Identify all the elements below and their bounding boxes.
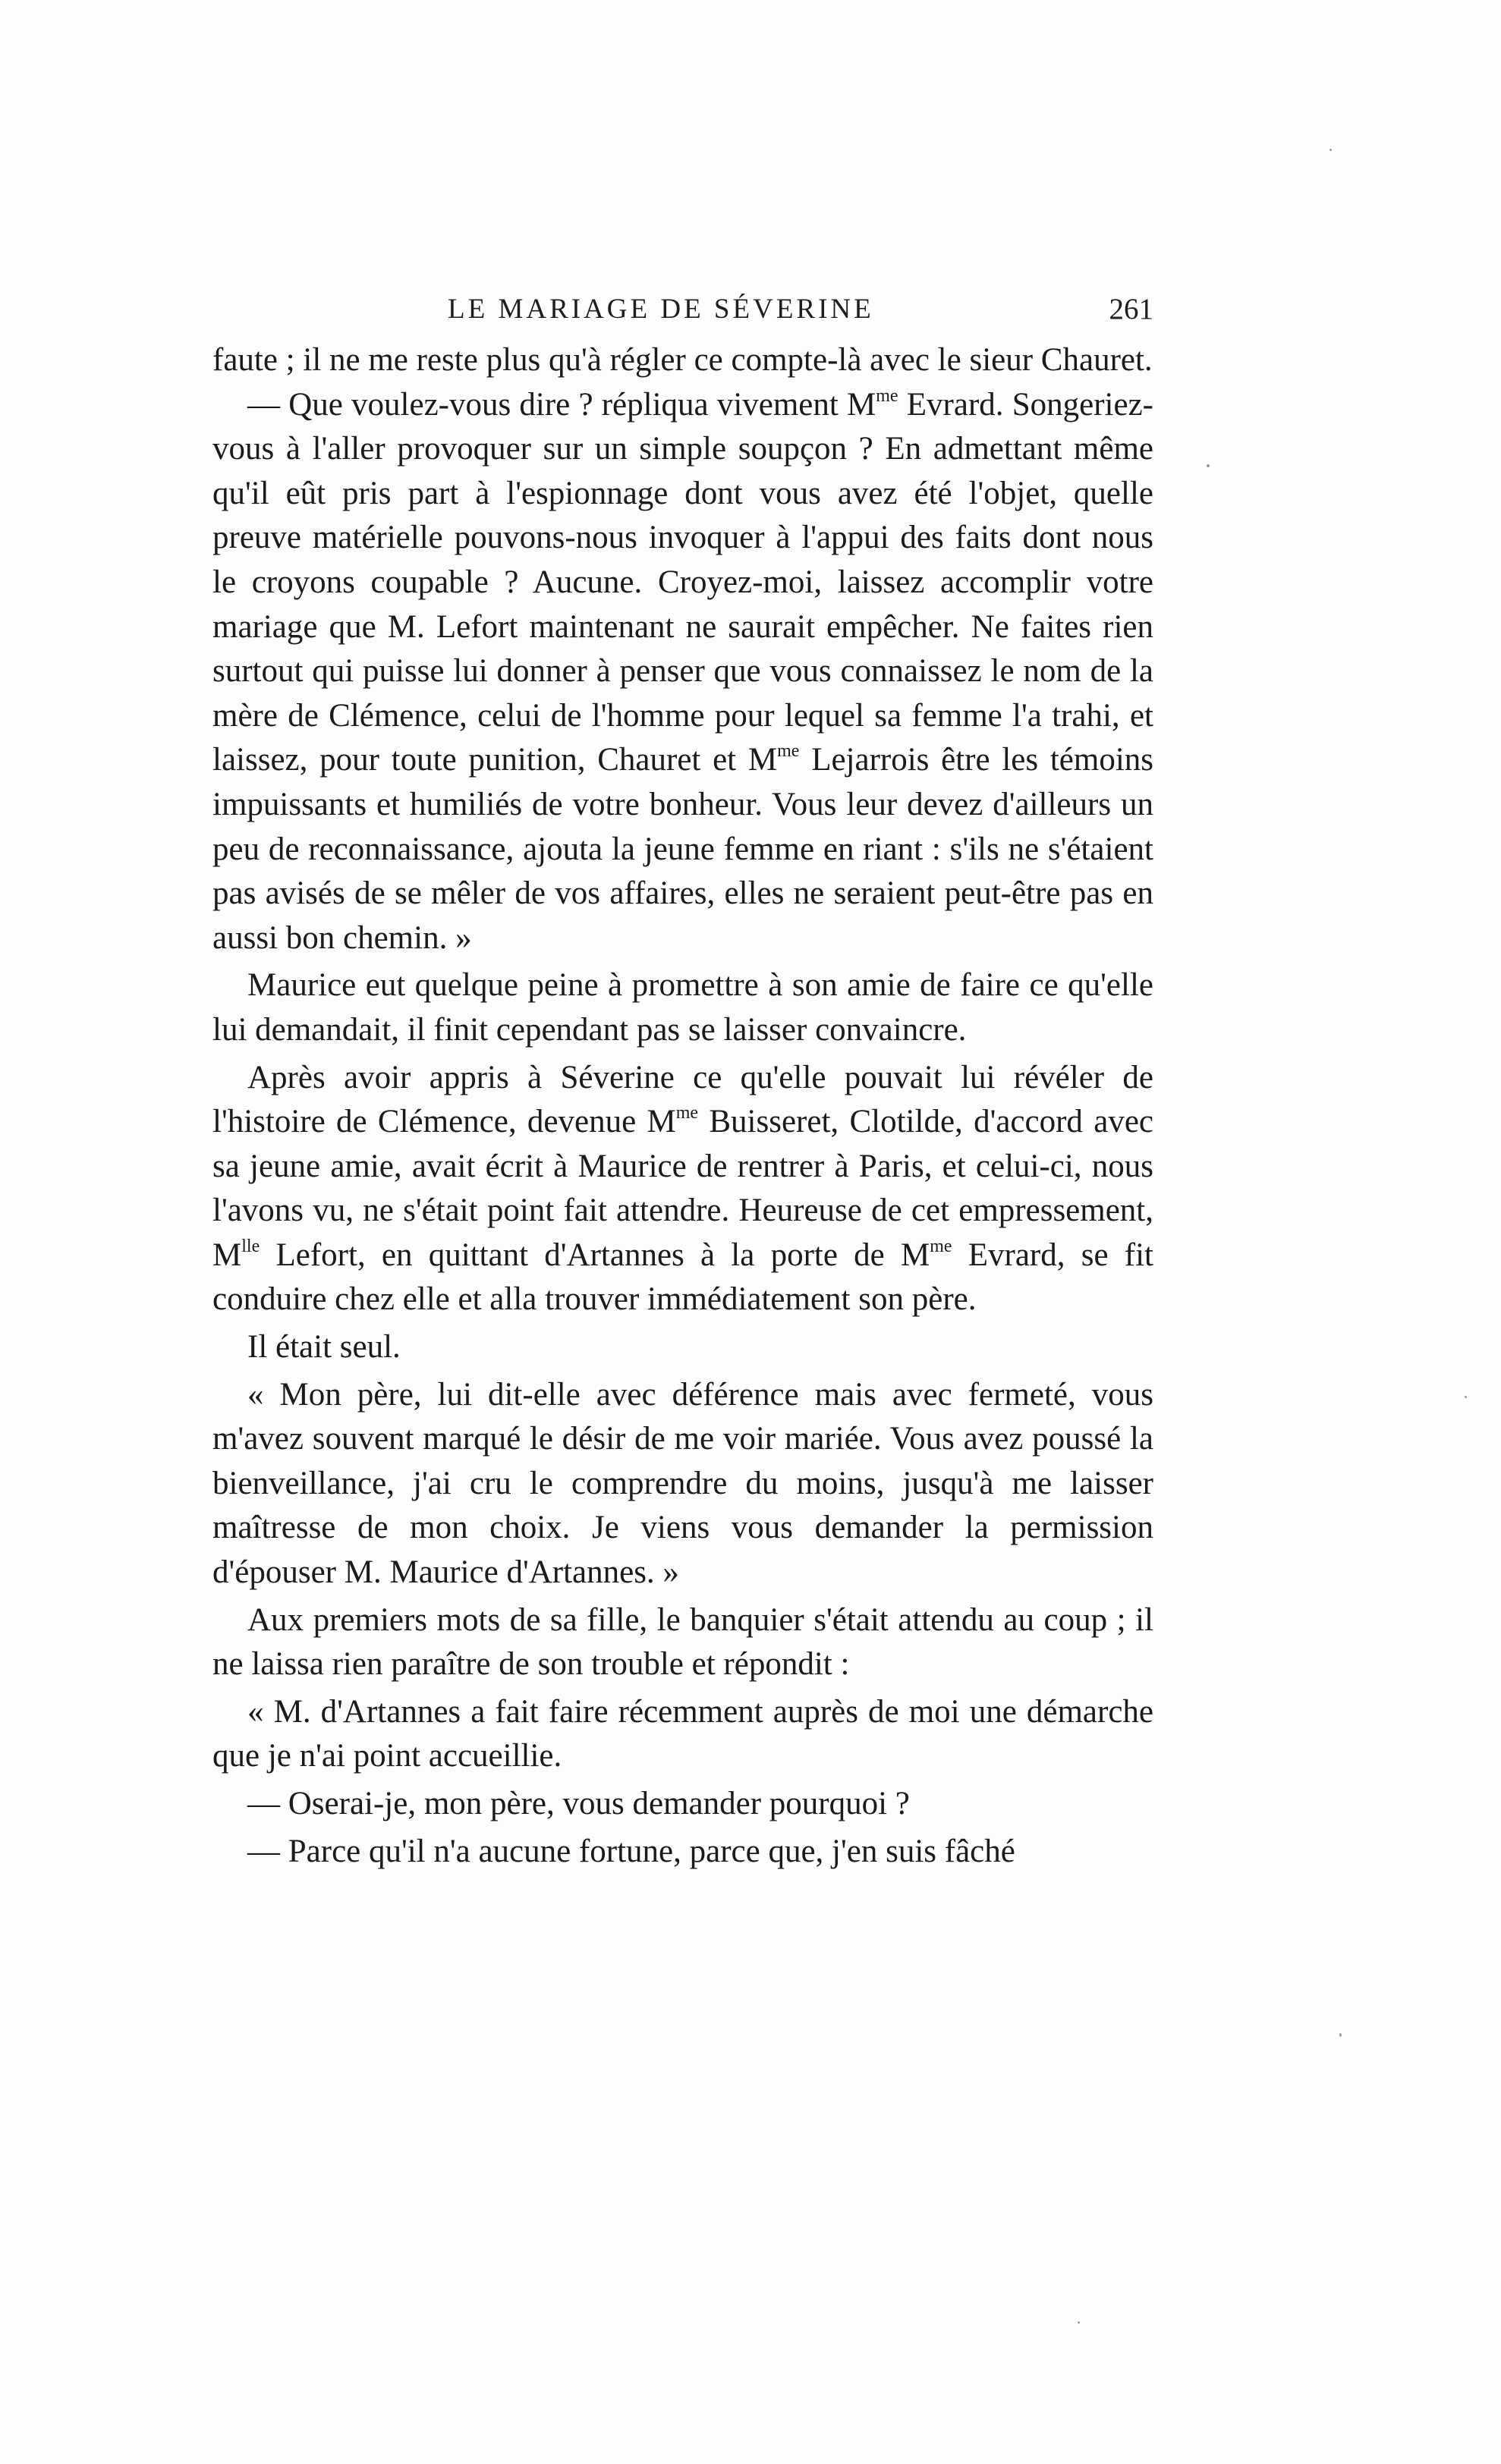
paragraph-7: Aux premiers mots de sa fille, le banquier s'était attendu au coup ; il ne laissa rien paraître de son trouble et répondit :	[212, 1601, 1153, 1683]
running-title: LE MARIAGE DE SÉVERINE	[448, 294, 874, 325]
paragraph-2: — Que voulez-vous dire ? répliqua vivement $M^{me}$ Evrard. Songeriez-vous à l'aller provoquer sur un simple soupçon ? En admettant même qu'il eût pris part à l'espionnage dont vous avez été l'objet, quelle preuve matérielle pouvons-nous invoquer à l'appui des faits dont nous le croyons coupable ? Aucune. Croyez-moi, laissez accomplir votre mariage que M. Lefort maintenant ne saurait empêcher. Ne faites rien surtout qui puisse lui donner à penser que vous connaissez le nom de la mère de Clémence, celui de l'homme pour lequel sa femme l'a trahi, et laissez, pour toute punition, Chauret et $M^{me}$ Lejarrois être les témoins impuissants et humiliés de votre bonheur. Vous leur devez d'ailleurs un peu de reconnaissance, ajouta la jeune femme en riant : s'ils ne s'étaient pas avisés de se mêler de vos affaires, elles ne seraient peut-être pas en aussi bon chemin. »	[212, 385, 1154, 956]
paragraph-3: Maurice eut quelque peine à promettre à son amie de faire ce qu'elle lui demandait, il finit cependant pas se laisser convaincre.	[212, 967, 1153, 1048]
paragraph-6: « Mon père, lui dit-elle avec déférence mais avec fermeté, vous m'avez souvent marqué le désir de me voir mariée. Vous avez poussé la bienveillance, j'ai cru le comprendre du moins, jusqu'à me laisser maîtresse de mon choix. Je viens vous demander la permission d'épouser M. Maurice d'Artannes. »	[212, 1376, 1153, 1591]
scan-speck	[1339, 2033, 1342, 2037]
paragraph-5: Il était seul.	[247, 1329, 401, 1366]
scan-speck	[1465, 1396, 1467, 1398]
paragraph-10: — Parce qu'il n'a aucune fortune, parce que, j'en suis fâché	[247, 1833, 1015, 1869]
page-number: 261	[1109, 293, 1153, 325]
body-text	[212, 338, 1153, 1874]
paragraph-8: « M. d'Artannes a fait faire récemment auprès de moi une démarche que je n'ai point accueillie.	[212, 1693, 1153, 1774]
scan-speck	[1078, 2321, 1080, 2324]
paragraph-1: faute ; il ne me reste plus qu'à régler ce compte-là avec le sieur Chauret.	[212, 342, 1153, 378]
paragraph-9: — Oserai-je, mon père, vous demander pourquoi ?	[247, 1786, 910, 1821]
page-header	[212, 287, 1153, 332]
scan-speck	[1207, 464, 1210, 467]
paragraph-4: Après avoir appris à Séverine ce qu'elle pouvait lui révéler de l'histoire de Clémence, devenue $M^{me}$ Buisseret, Clotilde, d'accord avec sa jeune amie, avait écrit à Maurice de rentrer à Paris, et celui-ci, nous l'avons vu, ne s'était point fait attendre. Heureuse de cet empressement, $M^{lle}$ Lefort, en quittant d'Artannes à la porte de $M^{me}$ Evrard, se fit conduire chez elle et alla trouver immédiatement son père.	[212, 1059, 1154, 1318]
scan-speck	[1330, 149, 1332, 151]
